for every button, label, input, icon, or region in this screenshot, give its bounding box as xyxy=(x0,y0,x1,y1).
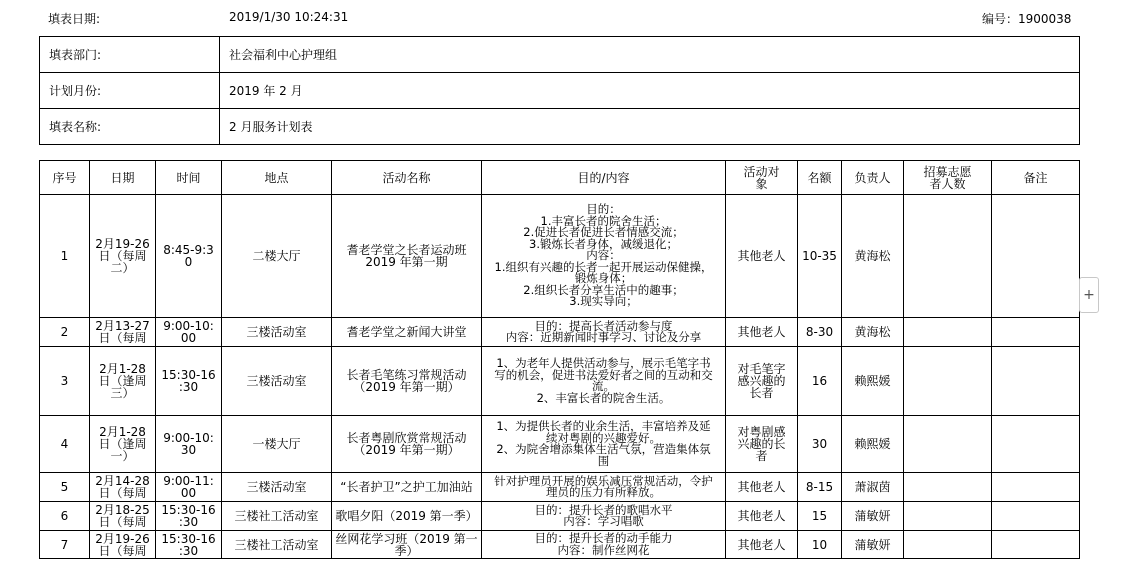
cell-target: 其他老人 xyxy=(726,502,798,531)
col-header-content: 目的/内容 xyxy=(482,161,726,195)
cell-quota: 15 xyxy=(798,502,842,531)
cell-no: 4 xyxy=(40,416,90,473)
cell-remark xyxy=(992,195,1080,318)
col-header-quota: 名额 xyxy=(798,161,842,195)
cell-remark xyxy=(992,531,1080,559)
table-row xyxy=(40,416,1080,473)
cell-remark xyxy=(992,502,1080,531)
month-row xyxy=(40,73,1080,109)
cell-place: 三楼活动室 xyxy=(222,473,332,502)
col-header-time: 时间 xyxy=(156,161,222,195)
cell-time: 15:30-16 :30 xyxy=(156,502,222,531)
cell-time: 9:00-10: 00 xyxy=(156,318,222,347)
cell-time: 8:45-9:3 0 xyxy=(156,195,222,318)
cell-leader: 黄海松 xyxy=(842,195,904,318)
cell-content: 目的： 1.丰富长者的院舍生活； 2.促进长者促进长者情感交流； 3.锻炼长者身体，减缓退化； 内容： 1.组织有兴趣的长者一起开展运动保健操， 锻炼身体； 2.组织长者分享生活中的趣事； 3.现实导向； xyxy=(482,195,726,318)
cell-remark xyxy=(992,473,1080,502)
cell-no: 2 xyxy=(40,318,90,347)
cell-time: 15:30-16 :30 xyxy=(156,347,222,416)
plus-icon: + xyxy=(1083,287,1095,303)
cell-leader: 蒲敏妍 xyxy=(842,531,904,559)
form-header xyxy=(0,0,1126,34)
cell-remark xyxy=(992,347,1080,416)
cell-content: 目的：提升长者的歌唱水平 内容：学习唱歌 xyxy=(482,502,726,531)
cell-date: 2月19-26 日（每周 二） xyxy=(90,195,156,318)
fill-date-label: 填表日期: xyxy=(48,12,101,26)
cell-quota: 8-15 xyxy=(798,473,842,502)
cell-no: 1 xyxy=(40,195,90,318)
cell-activity: 丝网花学习班（2019 第一 季） xyxy=(332,531,482,559)
cell-no: 5 xyxy=(40,473,90,502)
cell-volunteers xyxy=(904,318,992,347)
cell-place: 一楼大厅 xyxy=(222,416,332,473)
cell-date: 2月13-27 日（每周 xyxy=(90,318,156,347)
cell-activity: 长者粤剧欣赏常规活动 （2019 年第一期） xyxy=(332,416,482,473)
cell-place: 二楼大厅 xyxy=(222,195,332,318)
month-value: 2019 年 2 月 xyxy=(220,73,1080,109)
cell-content: 目的：提升长者的动手能力 内容：制作丝网花 xyxy=(482,531,726,559)
cell-no: 7 xyxy=(40,531,90,559)
table-row xyxy=(40,502,1080,531)
cell-place: 三楼活动室 xyxy=(222,347,332,416)
cell-content: 目的：提高长者活动参与度 内容：近期新闻时事学习、讨论及分享 xyxy=(482,318,726,347)
cell-date: 2月19-26 日（每周 xyxy=(90,531,156,559)
cell-activity: 歌唱夕阳（2019 第一季） xyxy=(332,502,482,531)
cell-volunteers xyxy=(904,416,992,473)
service-plan-table xyxy=(39,160,1080,559)
cell-no: 6 xyxy=(40,502,90,531)
cell-target: 其他老人 xyxy=(726,531,798,559)
col-header-target: 活动对 象 xyxy=(726,161,798,195)
fill-date-value: 2019/1/30 10:24:31 xyxy=(229,10,349,24)
col-header-activity: 活动名称 xyxy=(332,161,482,195)
cell-place: 三楼社工活动室 xyxy=(222,531,332,559)
form-name-row xyxy=(40,109,1080,145)
cell-content: 针对护理员开展的娱乐减压常规活动，令护 理员的压力有所释放。 xyxy=(482,473,726,502)
cell-quota: 8-30 xyxy=(798,318,842,347)
cell-place: 三楼活动室 xyxy=(222,318,332,347)
cell-leader: 黄海松 xyxy=(842,318,904,347)
cell-time: 15:30-16 :30 xyxy=(156,531,222,559)
table-row xyxy=(40,473,1080,502)
cell-target: 对毛笔字 感兴趣的 长者 xyxy=(726,347,798,416)
cell-target: 对粤剧感 兴趣的长 者 xyxy=(726,416,798,473)
month-label: 计划月份: xyxy=(40,73,220,109)
cell-remark xyxy=(992,318,1080,347)
expand-button[interactable] xyxy=(1079,277,1099,313)
col-header-no: 序号 xyxy=(40,161,90,195)
cell-volunteers xyxy=(904,502,992,531)
table-row xyxy=(40,318,1080,347)
cell-date: 2月1-28 日（逢周 三） xyxy=(90,347,156,416)
cell-time: 9:00-11: 00 xyxy=(156,473,222,502)
col-header-place: 地点 xyxy=(222,161,332,195)
cell-activity: 长者毛笔练习常规活动 （2019 年第一期） xyxy=(332,347,482,416)
cell-no: 3 xyxy=(40,347,90,416)
cell-target: 其他老人 xyxy=(726,318,798,347)
cell-leader: 赖熙媛 xyxy=(842,416,904,473)
table-row xyxy=(40,531,1080,559)
dept-row xyxy=(40,37,1080,73)
form-meta-table xyxy=(39,36,1080,145)
cell-volunteers xyxy=(904,473,992,502)
dept-label: 填表部门: xyxy=(40,37,220,73)
form-number: 编号：1900038 xyxy=(982,12,1072,26)
cell-content: 1、为老年人提供活动参与，展示毛笔字书 写的机会，促进书法爱好者之间的互动和交 流。 2、丰富长者的院舍生活。 xyxy=(482,347,726,416)
cell-content: 1、为提供长者的业余生活，丰富培养及延 续对粤剧的兴趣爱好。 2、为院舍增添集体生活气氛，营造集体氛 围 xyxy=(482,416,726,473)
cell-quota: 30 xyxy=(798,416,842,473)
col-header-remark: 备注 xyxy=(992,161,1080,195)
cell-volunteers xyxy=(904,195,992,318)
cell-date: 2月18-25 日（每周 xyxy=(90,502,156,531)
cell-target: 其他老人 xyxy=(726,195,798,318)
col-header-volunteers: 招募志愿 者人数 xyxy=(904,161,992,195)
cell-date: 2月1-28 日（逢周 一） xyxy=(90,416,156,473)
cell-target: 其他老人 xyxy=(726,473,798,502)
cell-leader: 蒲敏妍 xyxy=(842,502,904,531)
cell-quota: 10-35 xyxy=(798,195,842,318)
cell-place: 三楼社工活动室 xyxy=(222,502,332,531)
cell-time: 9:00-10: 30 xyxy=(156,416,222,473)
col-header-leader: 负责人 xyxy=(842,161,904,195)
cell-activity: 耆老学堂之新闻大讲堂 xyxy=(332,318,482,347)
table-row xyxy=(40,195,1080,318)
cell-quota: 16 xyxy=(798,347,842,416)
cell-activity: “长者护卫”之护工加油站 xyxy=(332,473,482,502)
cell-remark xyxy=(992,416,1080,473)
cell-activity: 耆老学堂之长者运动班 2019 年第一期 xyxy=(332,195,482,318)
form-name-value: 2 月服务计划表 xyxy=(220,109,1080,145)
dept-value: 社会福利中心护理组 xyxy=(220,37,1080,73)
cell-quota: 10 xyxy=(798,531,842,559)
form-name-label: 填表名称: xyxy=(40,109,220,145)
cell-volunteers xyxy=(904,531,992,559)
col-header-date: 日期 xyxy=(90,161,156,195)
cell-leader: 赖熙媛 xyxy=(842,347,904,416)
table-row xyxy=(40,347,1080,416)
table-header-row xyxy=(40,161,1080,195)
cell-leader: 萧淑茵 xyxy=(842,473,904,502)
cell-date: 2月14-28 日（每周 xyxy=(90,473,156,502)
cell-volunteers xyxy=(904,347,992,416)
